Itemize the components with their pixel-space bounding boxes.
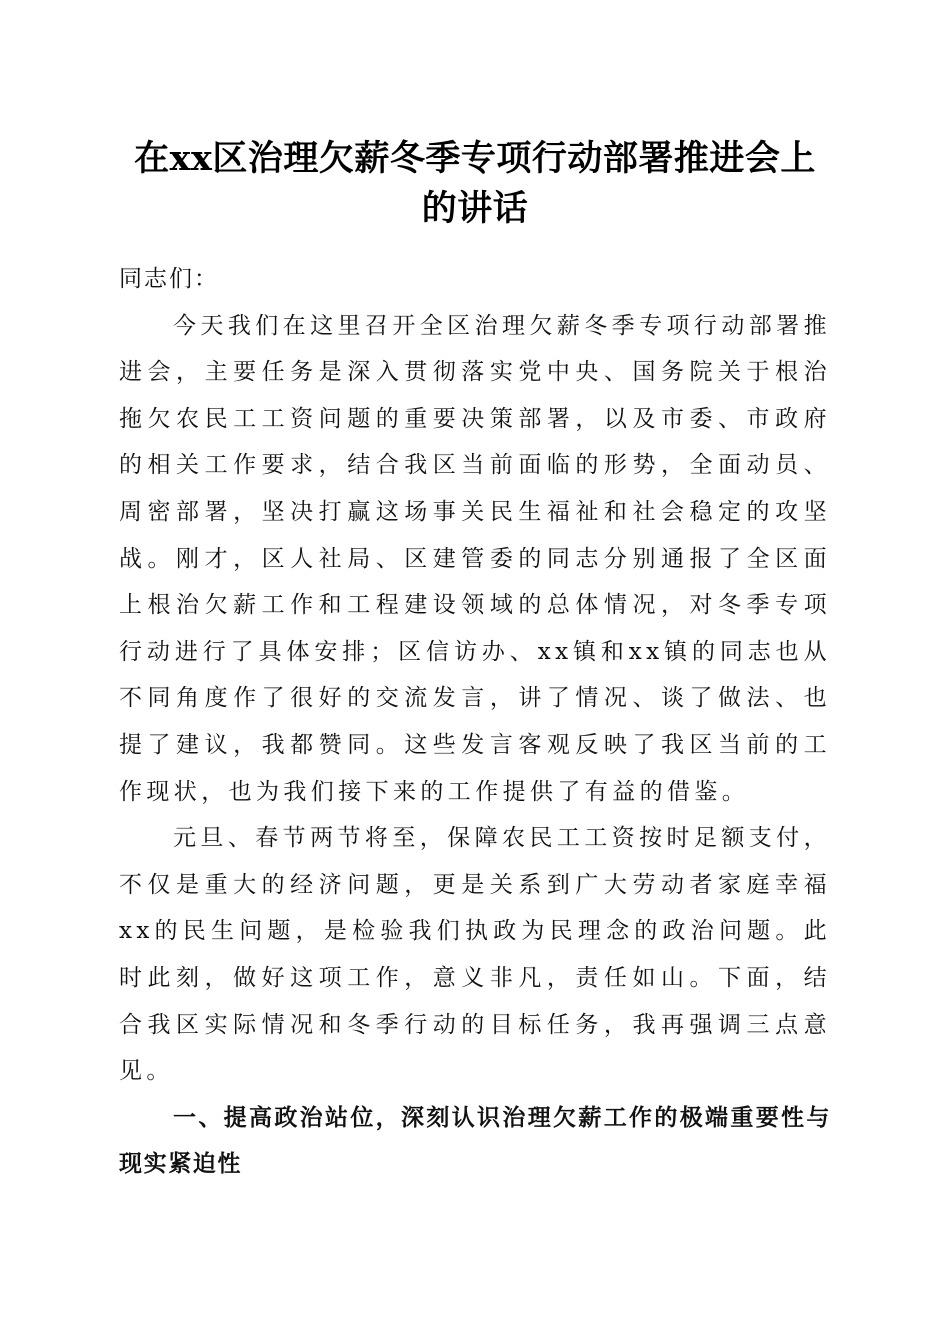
paragraph-opening: 今天我们在这里召开全区治理欠薪冬季专项行动部署推进会，主要任务是深入贯彻落实党中央、国务院关于根治拖欠农民工工资问题的重要决策部署，以及市委、市政府的相关工作要求，结合我区当前面临的形势，全面动员、周密部署，坚决打赢这场事关民生福祉和社会稳定的攻坚战。刚才，区人社局、区建管委的同志分别通报了全区面上根治欠薪工作和工程建设领域的总体情况，对冬季专项行动进行了具体安排；区信访办、xx镇和xx镇的同志也从不同角度作了很好的交流发言，讲了情况、谈了做法、也提了建议，我都赞同。这些发言客观反映了我区当前的工作现状，也为我们接下来的工作提供了有益的借鉴。 <box>119 312 831 805</box>
document-title <box>100 134 850 234</box>
greeting: 同志们： <box>119 266 219 292</box>
section-heading-one: 一、提高政治站位，深刻认识治理欠薪工作的极端重要性与现实紧迫性 <box>119 1104 831 1178</box>
title-line-1: 在xx区治理欠薪冬季专项行动部署推进会上 <box>134 138 816 179</box>
document-body <box>119 256 831 1188</box>
paragraph-context: 元旦、春节两节将至，保障农民工工资按时足额支付，不仅是重大的经济问题，更是关系到广大劳动者家庭幸福xx的民生问题，是检验我们执政为民理念的政治问题。此时此刻，做好这项工作，意义非凡，责任如山。下面，结合我区实际情况和冬季行动的目标任务，我再强调三点意见。 <box>119 825 831 1085</box>
title-line-2: 的讲话 <box>421 188 529 229</box>
